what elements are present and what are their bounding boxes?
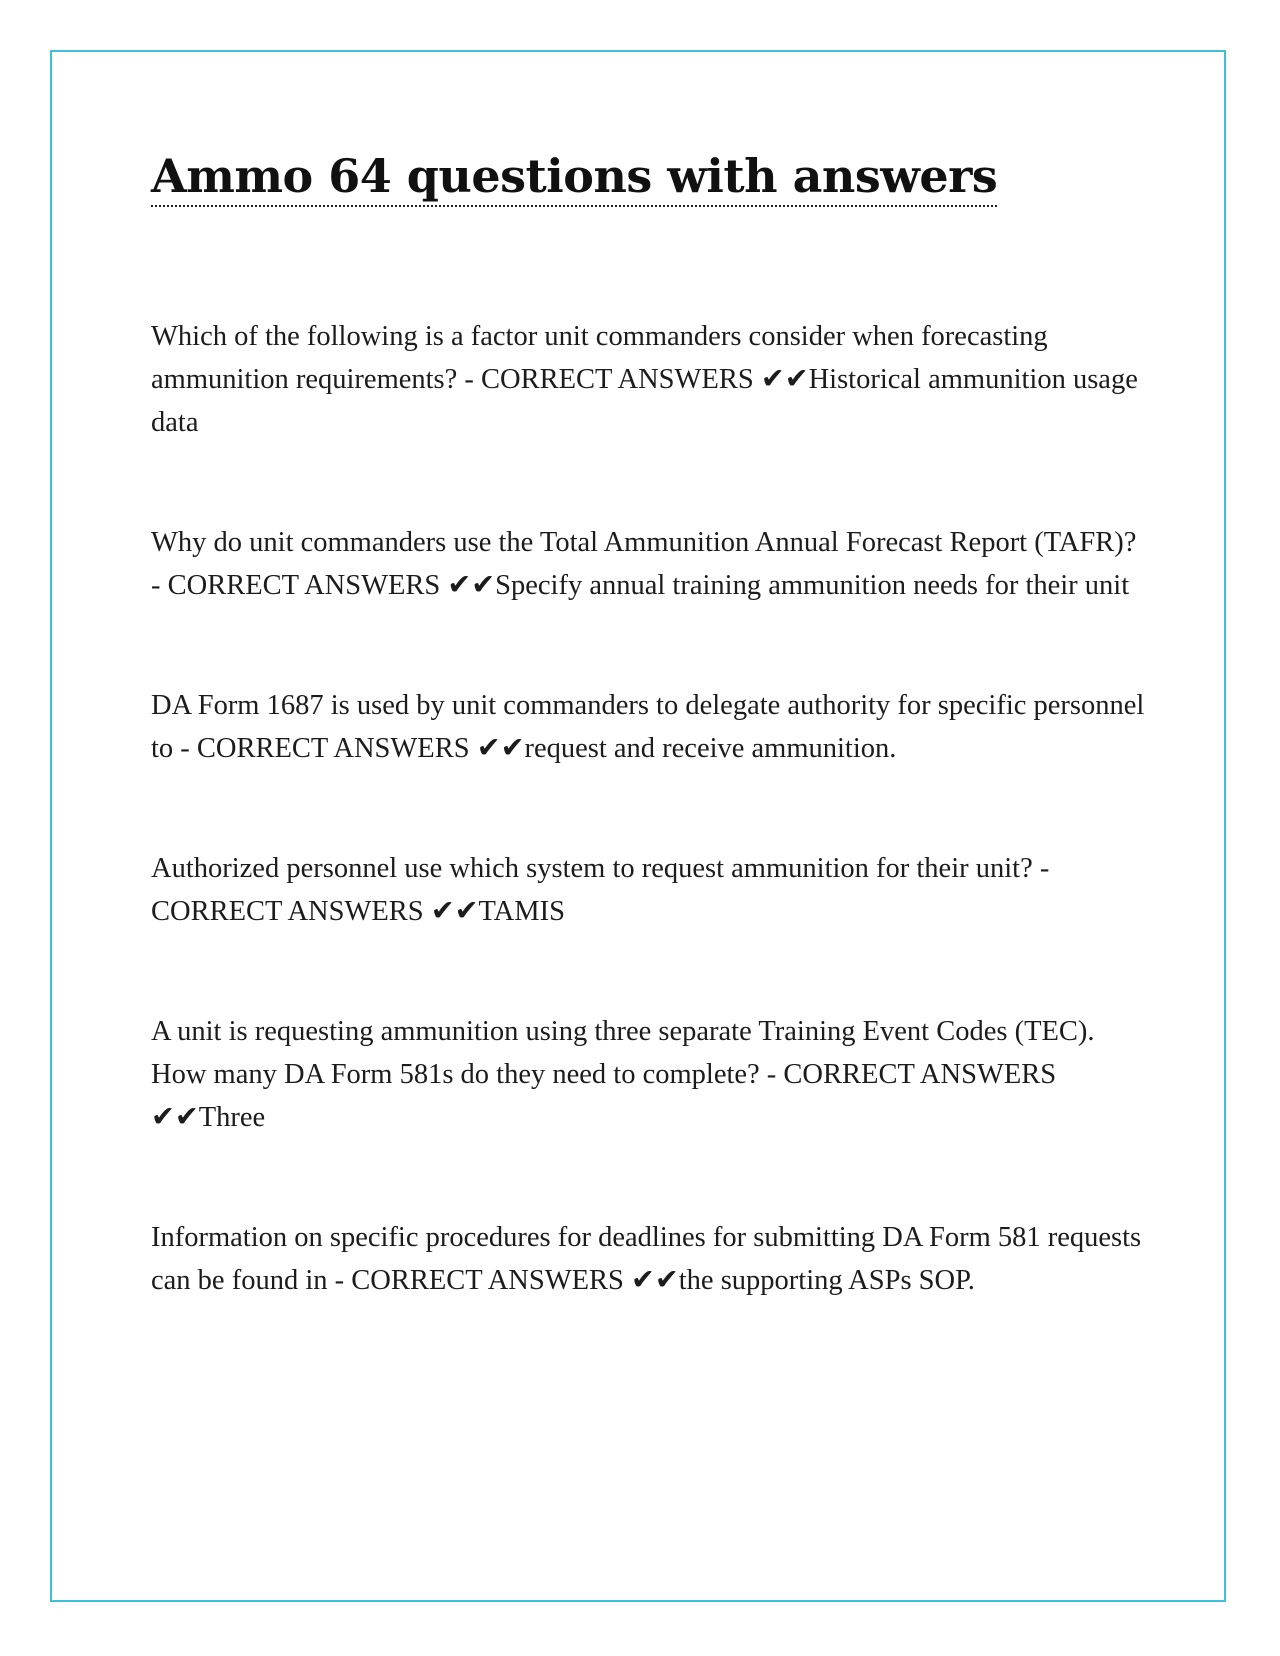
document-body (151, 150, 1151, 1379)
qa-item: Authorized personnel use which system to request ammunition for their unit? - CORRECT ANSWERS ✔✔TAMIS (151, 852, 1050, 927)
qa-list (151, 315, 1151, 1302)
qa-item: A unit is requesting ammunition using three separate Training Event Codes (TEC). How many DA Form 581s do they need to complete? - CORRECT ANSWERS ✔✔Three (151, 1015, 1095, 1133)
qa-item: DA Form 1687 is used by unit commanders to delegate authority for specific personnel to - CORRECT ANSWERS ✔✔request and receive ammunition. (151, 689, 1145, 764)
qa-item: Information on specific procedures for deadlines for submitting DA Form 581 requests can be found in - CORRECT ANSWERS ✔✔the supporting ASPs SOP. (151, 1221, 1142, 1296)
qa-item: Why do unit commanders use the Total Ammunition Annual Forecast Report (TAFR)? - CORRECT ANSWERS ✔✔Specify annual training ammunition needs for their unit (151, 526, 1137, 601)
document-title: Ammo 64 questions with answers (151, 150, 997, 207)
qa-item: Which of the following is a factor unit commanders consider when forecasting ammunition requirements? - CORRECT ANSWERS ✔✔Historical ammunition usage data (151, 320, 1138, 438)
